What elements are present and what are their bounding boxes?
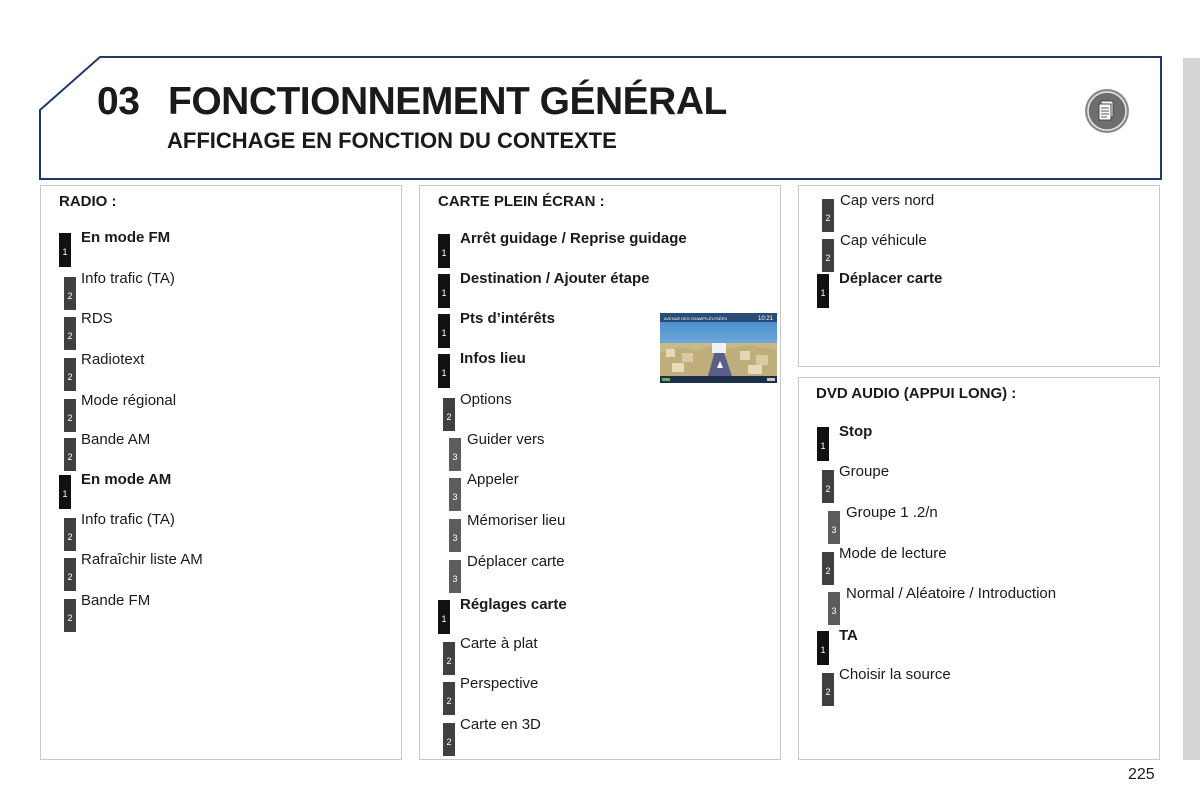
menu-item-label: Destination / Ajouter étape: [460, 270, 650, 287]
level-badge: 1: [438, 600, 450, 634]
menu-item-label: Choisir la source: [839, 666, 951, 683]
menu-item-label: Infos lieu: [460, 350, 526, 367]
level-badge: 2: [64, 438, 76, 471]
menu-item-label: Guider vers: [467, 431, 545, 448]
chapter-number: 03: [97, 80, 140, 123]
menu-item-label: Groupe 1 .2/n: [846, 504, 938, 521]
menu-item-label: RDS: [81, 310, 113, 327]
menu-item-label: Carte à plat: [460, 635, 538, 652]
menu-item-label: Appeler: [467, 471, 519, 488]
menu-item-label: En mode AM: [81, 471, 172, 488]
level-badge: 2: [64, 399, 76, 432]
level-badge: 2: [64, 277, 76, 310]
menu-item-label: Normal / Aléatoire / Introduction: [846, 585, 1057, 602]
menu-item-label: Rafraîchir liste AM: [81, 551, 203, 568]
level-badge: 2: [64, 558, 76, 591]
menu-item-label: Groupe: [839, 463, 890, 480]
level-badge: 2: [64, 358, 76, 391]
radio-panel: [40, 185, 402, 760]
menu-item-label: Cap vers nord: [840, 192, 935, 209]
document-stack-icon: [1084, 88, 1130, 134]
level-badge: 2: [443, 682, 455, 715]
menu-item-label: Info trafic (TA): [81, 270, 175, 287]
level-badge: 3: [828, 592, 840, 625]
level-badge: 1: [438, 234, 450, 268]
level-badge: 2: [64, 599, 76, 632]
menu-item-label: Réglages carte: [460, 596, 567, 613]
menu-item-label: TA: [839, 627, 858, 644]
menu-item-label: Bande AM: [81, 431, 151, 448]
level-badge: 2: [64, 518, 76, 551]
level-badge: 3: [449, 478, 461, 511]
level-badge: 1: [817, 427, 829, 461]
level-badge: 2: [822, 673, 834, 706]
chapter-subtitle: AFFICHAGE EN FONCTION DU CONTEXTE: [167, 128, 617, 153]
chapter-title: FONCTIONNEMENT GÉNÉRAL: [168, 80, 727, 123]
chapter-header: [0, 0, 1200, 190]
menu-item-label: Pts d’intérêts: [460, 310, 556, 327]
menu-item-label: Radiotext: [81, 351, 145, 368]
menu-item-label: Mémoriser lieu: [467, 512, 566, 529]
level-badge: 2: [822, 239, 834, 272]
menu-item-label: Mode régional: [81, 392, 177, 409]
menu-item-label: Info trafic (TA): [81, 511, 175, 528]
level-badge: 1: [817, 631, 829, 665]
level-badge: 3: [449, 560, 461, 593]
menu-item-label: Arrêt guidage / Reprise guidage: [460, 230, 687, 247]
level-badge: 1: [438, 274, 450, 308]
menu-item-label: Bande FM: [81, 592, 151, 609]
menu-item-label: Déplacer carte: [839, 270, 943, 287]
map-panel: [419, 185, 781, 760]
level-badge: 1: [59, 233, 71, 267]
level-badge: 2: [822, 199, 834, 232]
level-badge: 1: [438, 354, 450, 388]
dvd-heading: DVD AUDIO (APPUI LONG) :: [816, 385, 1017, 402]
thumbnail-street-label: AVENUE DES CHAMPS-ÉLYSÉES: [664, 316, 727, 321]
menu-item-label: Perspective: [460, 675, 539, 692]
menu-item-label: Cap véhicule: [840, 232, 927, 249]
heading-options-panel: [798, 185, 1160, 367]
page-number: 225: [1128, 766, 1155, 783]
level-badge: 2: [822, 470, 834, 503]
level-badge: 3: [828, 511, 840, 544]
menu-item-label: Mode de lecture: [839, 545, 947, 562]
thumbnail-clock: 10:21: [758, 316, 774, 322]
level-badge: 1: [817, 274, 829, 308]
level-badge: 2: [64, 317, 76, 350]
level-badge: 2: [822, 552, 834, 585]
menu-item-label: Stop: [839, 423, 873, 440]
dvd-audio-panel: [798, 377, 1160, 760]
menu-item-label: Carte en 3D: [460, 716, 541, 733]
radio-heading: RADIO :: [59, 193, 117, 210]
level-badge: 3: [449, 438, 461, 471]
level-badge: 3: [449, 519, 461, 552]
map-screenshot-thumbnail: [660, 313, 777, 383]
level-badge: 1: [59, 475, 71, 509]
level-badge: 1: [438, 314, 450, 348]
menu-item-label: En mode FM: [81, 229, 171, 246]
menu-item-label: Déplacer carte: [467, 553, 565, 570]
menu-item-label: Options: [460, 391, 512, 408]
map-heading: CARTE PLEIN ÉCRAN :: [438, 193, 605, 210]
level-badge: 2: [443, 642, 455, 675]
level-badge: 2: [443, 398, 455, 431]
level-badge: 2: [443, 723, 455, 756]
